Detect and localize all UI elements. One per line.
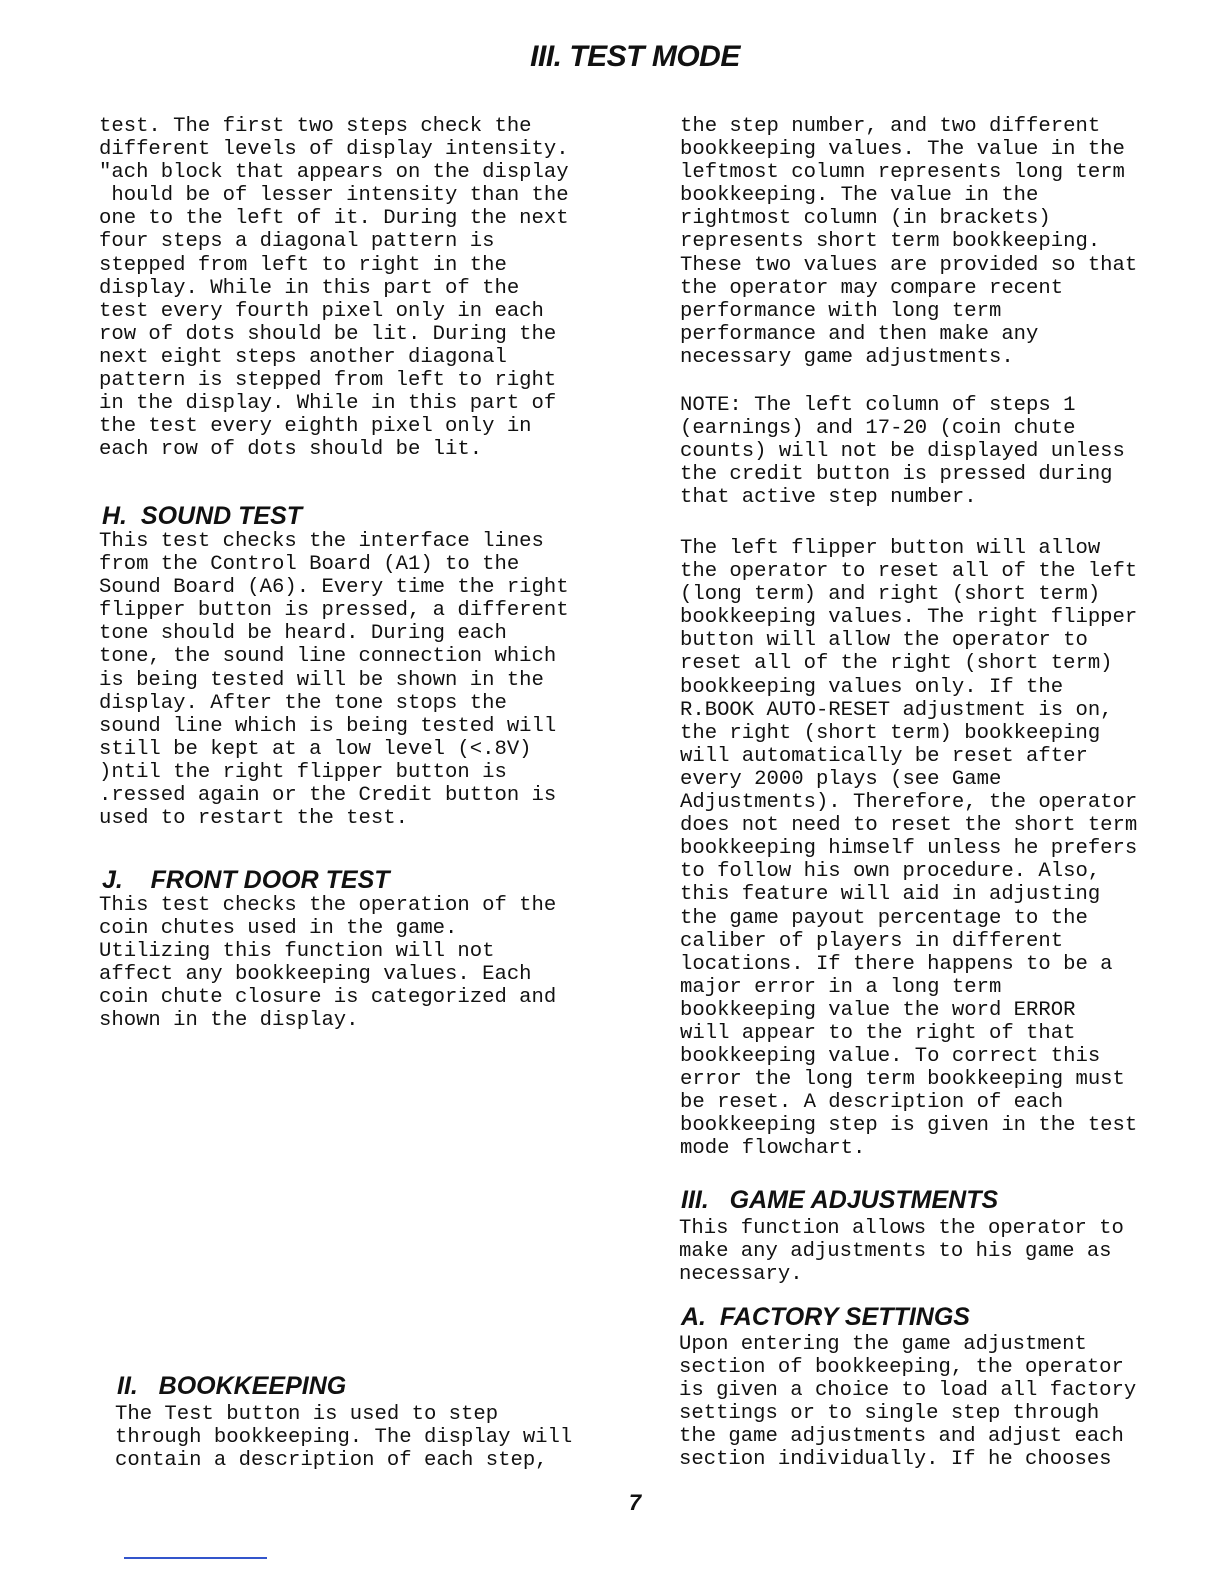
- game-adjustments-heading: III. GAME ADJUSTMENTS: [681, 1186, 999, 1214]
- footer-rule: [124, 1557, 267, 1559]
- factory-settings-body-block: [679, 1333, 1224, 1472]
- page-title: III. TEST MODE: [530, 40, 740, 73]
- factory-settings-body: Upon entering the game adjustment section of bookkeeping, the operator is given a choice to load all factory settings or to single step through the game adjustments and adjust each section individually. If he chooses: [679, 1333, 1137, 1472]
- left-intro-block: [99, 115, 659, 461]
- front-door-test-section: [102, 866, 662, 894]
- game-adjustments-body-block: [679, 1217, 1224, 1286]
- factory-settings-section: [681, 1303, 1224, 1331]
- factory-settings-heading: A. FACTORY SETTINGS: [681, 1303, 970, 1331]
- bookkeeping-note: NOTE: The left column of steps 1 (earnings) and 17-20 (coin chute counts) will not be displayed unless the credit button is pressed during that active step number.: [680, 394, 1125, 510]
- flipper-reset-block: [680, 537, 1224, 1161]
- page-number: 7: [628, 1490, 642, 1515]
- intro-paragraph: test. The first two steps check the different levels of display intensity. "ach block that appears on the display hould be of lesser intensity than the one to the left of it. During the next four steps a diagonal pattern is stepped from left to right in the display. While in this part of the test every fourth pixel only in each row of dots should be lit. During the next eight steps another diagonal pattern is stepped from left to right in the display. While in this part of the test every eighth pixel only in each row of dots should be lit.: [99, 115, 569, 462]
- right-continuation-block: [680, 115, 1224, 369]
- sound-test-body-block: [99, 530, 659, 830]
- bookkeeping-body: The Test button is used to step through bookkeeping. The display will contain a description of each step,: [115, 1403, 573, 1473]
- front-door-test-body-block: [99, 894, 659, 1033]
- game-adjustments-section: [681, 1186, 1224, 1214]
- flipper-reset-paragraph: The left flipper button will allow the operator to reset all of the left (long term) and right (short term) bookkeeping values. The right flipper button will allow the operator to reset all of the right (short term) bookkeeping values only. If the R.BOOK AUTO-RESET adjustment is on, the right (short term) bookkeeping will automatically be reset after every 2000 plays (see Game Adjustments). Therefore, the operator does not need to reset the short term bookkeeping himself unless he prefers to follow his own procedure. Also, this feature will aid in adjusting the game payout percentage to the caliber of players in different locations. If there happens to be a major error in a long term bookkeeping value the word ERROR will appear to the right of that bookkeeping value. To correct this error the long term bookkeeping must be reset. A description of each bookkeeping step is given in the test mode flowchart.: [680, 537, 1138, 1161]
- game-adjustments-body: This function allows the operator to make any adjustments to his game as necessary.: [679, 1217, 1124, 1287]
- bookkeeping-heading: II. BOOKKEEPING: [117, 1372, 347, 1400]
- note-block: [680, 394, 1224, 509]
- sound-test-heading: H. SOUND TEST: [102, 502, 303, 530]
- sound-test-section: [102, 502, 662, 530]
- bookkeeping-section: [117, 1372, 677, 1400]
- front-door-test-body: This test checks the operation of the coin chutes used in the game. Utilizing this function will not affect any bookkeeping values. Each coin chute closure is categorized and shown in the display.: [99, 894, 557, 1033]
- front-door-test-heading: J. FRONT DOOR TEST: [102, 866, 390, 894]
- sound-test-body: This test checks the interface lines from the Control Board (A1) to the Sound Board (A6). Every time the right flipper button is pressed, a different tone should be heard. During each tone, the sound line connection which is being tested will be shown in the display. After the tone stops the sound line which is being tested will still be kept at a low level (<.8V) )ntil the right flipper button is .ressed again or the Credit button is used to restart the test.: [99, 530, 569, 831]
- bookkeeping-continuation: the step number, and two different bookkeeping values. The value in the leftmost column represents long term bookkeeping. The value in the rightmost column (in brackets) represents short term bookkeeping. These two values are provided so that the operator may compare recent performance with long term performance and then make any necessary game adjustments.: [680, 115, 1138, 369]
- bookkeeping-body-block: [115, 1403, 675, 1472]
